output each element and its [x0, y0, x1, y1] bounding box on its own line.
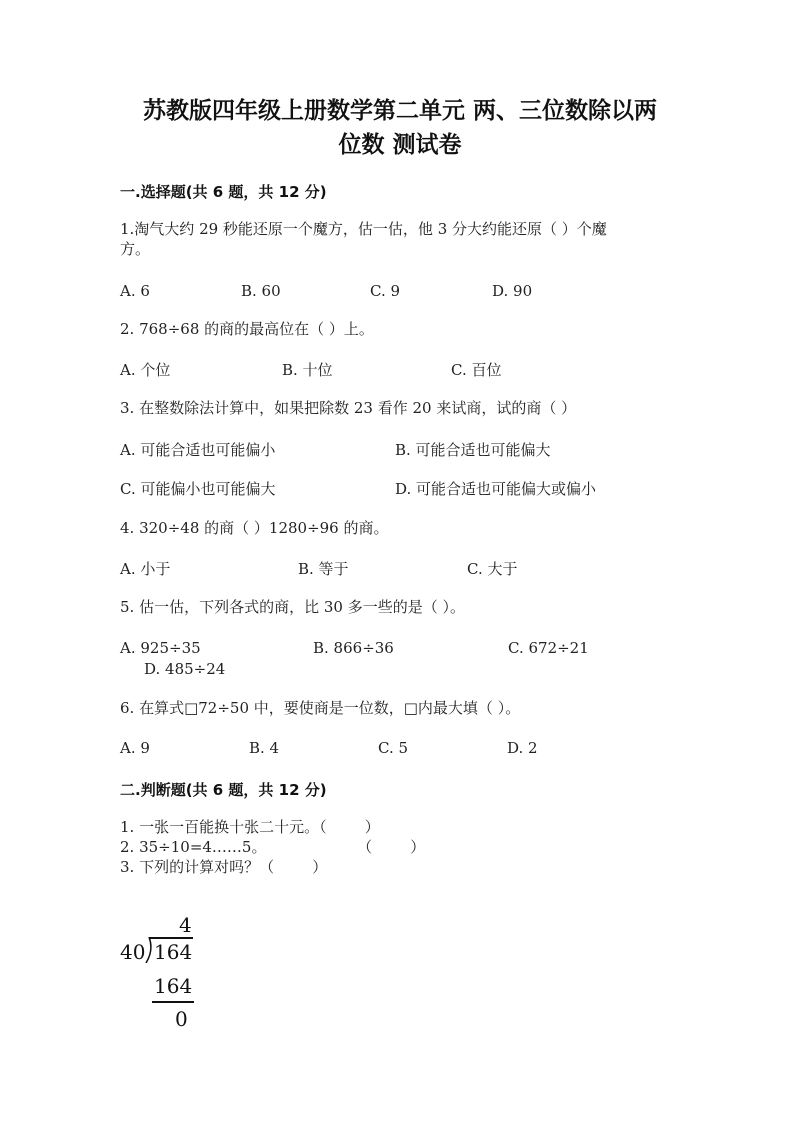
question-4: 4. 320÷48 的商（ ）1280÷96 的商。 — [120, 519, 389, 537]
q6-option-c[interactable]: C. 5 — [378, 739, 409, 757]
question-2: 2. 768÷68 的商的最高位在（ ）上。 — [120, 320, 374, 338]
question-3: 3. 在整数除法计算中，如果把除数 23 看作 20 来试商，试的商（ ） — [120, 399, 577, 417]
question-1-text-cont: 方。 — [120, 240, 151, 258]
q3-option-c[interactable]: C. 可能偏小也可能偏大 — [120, 480, 276, 498]
judge-item-3: 3. 下列的计算对吗？（ ） — [120, 858, 328, 876]
q2-option-a[interactable]: A. 个位 — [120, 361, 171, 379]
division-divisor: 40 — [120, 940, 146, 964]
division-bracket-curve — [144, 937, 154, 963]
q1-option-a[interactable]: A. 6 — [120, 282, 150, 300]
division-bracket-top — [149, 937, 193, 939]
page-title-line-1: 苏教版四年级上册数学第二单元 两、三位数除以两 — [142, 98, 657, 124]
q1-option-b[interactable]: B. 60 — [241, 282, 281, 300]
q4-option-c[interactable]: C. 大于 — [467, 560, 518, 578]
judge-item-2: 2. 35÷10=4……5。 （ ） — [120, 838, 426, 856]
q1-option-c[interactable]: C. 9 — [370, 282, 401, 300]
division-dividend: 164 — [154, 940, 193, 964]
page-title — [100, 94, 700, 162]
question-1-text: 1.淘气大约 29 秒能还原一个魔方，估一估，他 3 分大约能还原（ ）个魔 — [120, 220, 607, 238]
judge-item-1: 1. 一张一百能换十张二十元。（ ） — [120, 818, 380, 836]
question-6: 6. 在算式□72÷50 中，要使商是一位数，□内最大填（ ）。 — [120, 699, 521, 717]
q5-option-a[interactable]: A. 925÷35 — [120, 639, 201, 657]
division-remainder: 0 — [175, 1007, 188, 1031]
q5-option-b[interactable]: B. 866÷36 — [313, 639, 394, 657]
q5-option-c[interactable]: C. 672÷21 — [508, 639, 589, 657]
q1-option-d[interactable]: D. 90 — [492, 282, 533, 300]
division-product: 164 — [154, 974, 193, 998]
section-heading-multiple-choice: 一.选择题(共 6 题，共 12 分) — [120, 183, 327, 201]
question-5: 5. 估一估，下列各式的商，比 30 多一些的是（ ）。 — [120, 598, 465, 616]
q5-option-d[interactable]: D. 485÷24 — [144, 660, 226, 678]
division-subtraction-line — [152, 1001, 194, 1003]
q3-option-d[interactable]: D. 可能合适也可能偏大或偏小 — [395, 480, 597, 498]
q2-option-b[interactable]: B. 十位 — [282, 361, 333, 379]
q6-option-d[interactable]: D. 2 — [507, 739, 538, 757]
division-quotient: 4 — [179, 913, 192, 937]
q6-option-a[interactable]: A. 9 — [120, 739, 150, 757]
section-heading-true-false: 二.判断题(共 6 题，共 12 分) — [120, 781, 327, 799]
page-title-line-2: 位数 测试卷 — [338, 132, 462, 158]
q4-option-a[interactable]: A. 小于 — [120, 560, 171, 578]
q6-option-b[interactable]: B. 4 — [249, 739, 280, 757]
q4-option-b[interactable]: B. 等于 — [298, 560, 349, 578]
long-division-figure — [118, 912, 208, 1037]
q2-option-c[interactable]: C. 百位 — [451, 361, 502, 379]
q3-option-b[interactable]: B. 可能合适也可能偏大 — [395, 441, 551, 459]
question-1 — [120, 219, 680, 259]
q3-option-a[interactable]: A. 可能合适也可能偏小 — [120, 441, 276, 459]
